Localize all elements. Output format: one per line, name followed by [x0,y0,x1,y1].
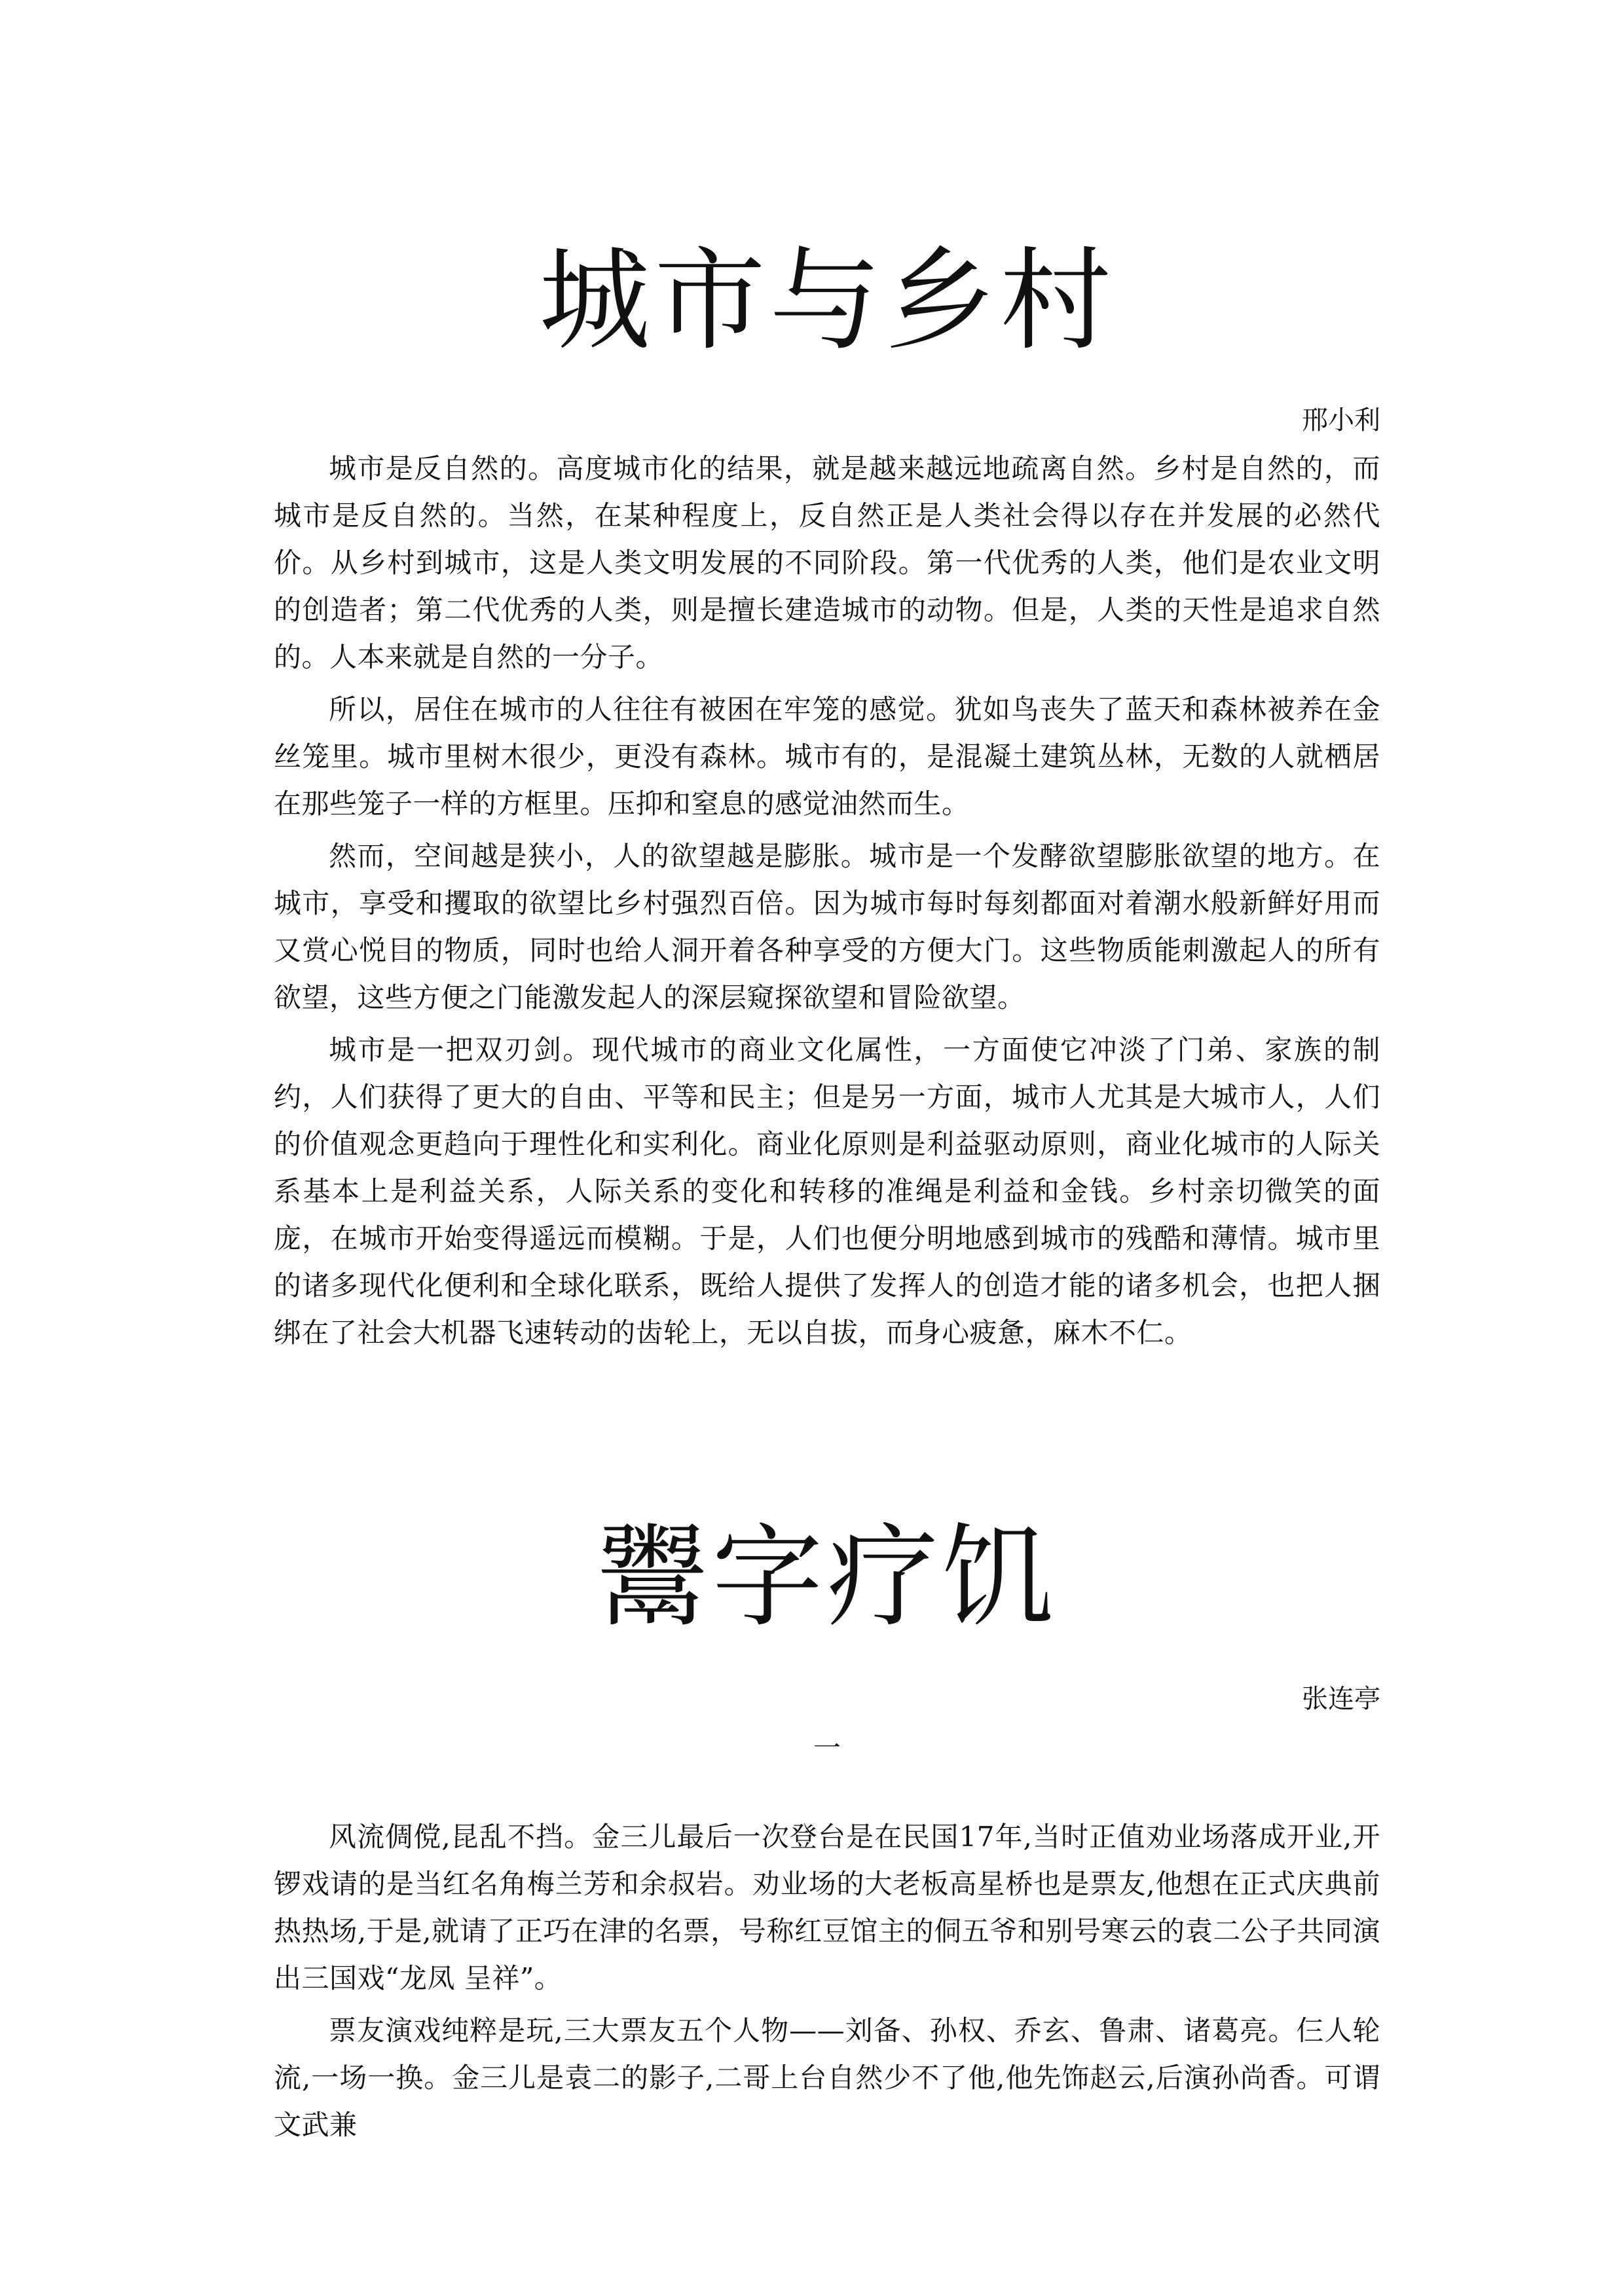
paragraph: 城市是反自然的。高度城市化的结果，就是越来越远地疏离自然。乡村是自然的，而城市是反自然的。当然，在某种程度上，反自然正是人类社会得以存在并发展的必然代价。从乡村到城市，这是人类文明发展的不同阶段。第一代优秀的人类，他们是农业文明的创造者；第二代优秀的人类，则是擅长建造城市的动物。但是，人类的天性是追求自然的。人本来就是自然的一分子。 [274,452,1380,673]
paragraph: 风流倜傥,昆乱不挡。金三儿最后一次登台是在民国17年,当时正值劝业场落成开业,开锣戏请的是当红名角梅兰芳和余叔岩。劝业场的大老板高星桥也是票友,他想在正式庆典前热热场,于是,就请了正巧在津的名票，号称红豆馆主的侗五爷和别号寒云的袁二公子共同演出三国戏“龙凤 呈祥”。 [274,1821,1380,1994]
article-body [274,1813,1380,2149]
section-number: 一 [813,1732,841,1764]
paragraph: 然而，空间越是狭小，人的欲望越是膨胀。城市是一个发酵欲望膨胀欲望的地方。在城市，享受和攫取的欲望比乡村强烈百倍。因为城市每时每刻都面对着潮水般新鲜好用而又赏心悦目的物质，同时也给人洞开着各种享受的方便大门。这些物质能刺激起人的所有欲望，这些方便之门能激发起人的深层窥探欲望和冒险欲望。 [274,840,1380,1013]
paragraph: 票友演戏纯粹是玩,三大票友五个人物——刘备、孙权、乔玄、鲁肃、诸葛亮。仨人轮流,一场一换。金三儿是袁二的影子,二哥上台自然少不了他,他先饰赵云,后演孙尚香。可谓文武兼 [274,2014,1380,2141]
article-title: 城市与乡村 [538,236,1115,366]
article-author: 张连亭 [1302,1684,1380,1714]
paragraph: 所以，居住在城市的人往往有被困在牢笼的感觉。犹如鸟丧失了蓝天和森林被养在金丝笼里。城市里树木很少，更没有森林。城市有的，是混凝土建筑丛林，无数的人就栖居在那些笼子一样的方框里。压抑和窒息的感觉油然而生。 [274,693,1380,820]
article-author: 邢小利 [1302,405,1380,435]
paragraph: 城市是一把双刃剑。现代城市的商业文化属性，一方面使它冲淡了门弟、家族的制约，人们获得了更大的自由、平等和民主；但是另一方面，城市人尤其是大城市人，人们的价值观念更趋向于理性化和实利化。商业化原则是利益驱动原则，商业化城市的人际关系基本上是利益关系，人际关系的变化和转移的准绳是利益和金钱。乡村亲切微笑的面庞，在城市开始变得遥远而模糊。于是，人们也便分明地感到城市的残酷和薄情。城市里的诸多现代化便利和全球化联系，既给人提供了发挥人的创造才能的诸多机会，也把人捆绑在了社会大机器飞速转动的齿轮上，无以自拔，而身心疲惫，麻木不仁。 [274,1034,1380,1349]
article-body [274,445,1380,1357]
article-title: 鬻字疗饥 [596,1513,1058,1643]
